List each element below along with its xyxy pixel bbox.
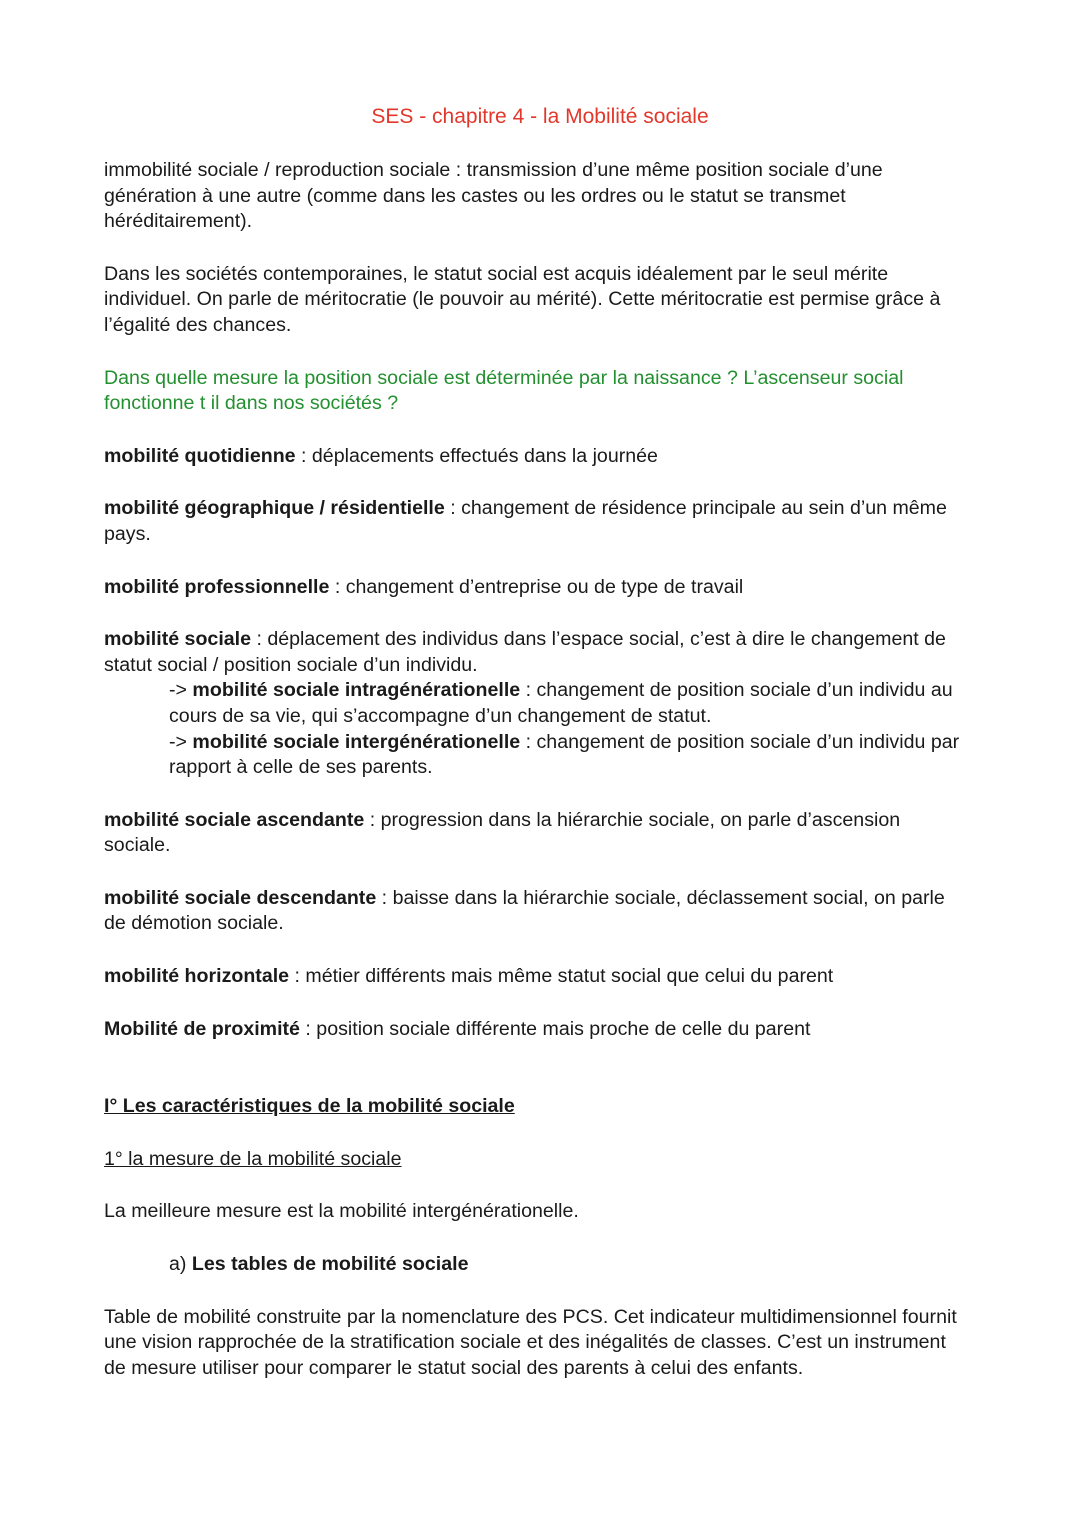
def-sociale: : déplacement des individus dans l’espace social, c’est à dire le changement de statut social / position sociale d’un individu. — [104, 628, 946, 676]
subsection-a-heading — [104, 1252, 964, 1278]
term-professionnelle: mobilité professionnelle — [104, 575, 330, 598]
def-horizontale: : métier différents mais même statut social que celui du parent — [289, 965, 834, 988]
definition-ascendante — [104, 808, 964, 859]
definition-intragenerationelle — [104, 678, 964, 729]
definition-geographique — [104, 496, 964, 547]
definition-quotidienne — [104, 444, 964, 470]
subsection-a-text: Table de mobilité construite par la nomenclature des PCS. Cet indicateur multidimensionnel fournit une vision rapprochée de la stratification sociale et des inégalités de classes. C’est un instrument de mesure utiliser pour comparer le statut social des parents à celui des enfants. — [104, 1305, 957, 1379]
term-horizontale: mobilité horizontale — [104, 965, 290, 988]
meritocratie-paragraph: Dans les sociétés contemporaines, le statut social est acquis idéalement par le seul mérite individuel. On parle de méritocratie (le pouvoir au mérité). Cette méritocratie est permise grâce à l’égalité des chances. — [104, 262, 941, 336]
subsection-a-title: Les tables de mobilité sociale — [191, 1253, 469, 1276]
definition-horizontale — [104, 964, 964, 990]
subsection-a-prefix: a) — [169, 1253, 192, 1276]
arrow-inter: -> — [169, 730, 193, 753]
term-sociale: mobilité sociale — [104, 628, 252, 651]
definition-proximite — [104, 1017, 964, 1043]
definition-intergenerationelle — [104, 730, 964, 781]
document-body — [104, 158, 964, 1381]
definition-descendante — [104, 886, 964, 937]
def-descendante: : baisse dans la hiérarchie sociale, déclassement social, on parle de démotion sociale. — [104, 886, 945, 935]
arrow-intra: -> — [169, 679, 193, 702]
term-intra: mobilité sociale intragénérationelle — [192, 679, 521, 702]
def-professionnelle: : changement d’entreprise ou de type de travail — [329, 575, 744, 598]
def-intra: : changement de position sociale d’un individu au cours de sa vie, qui s’accompagne d’un changement de statut. — [169, 679, 953, 727]
definition-professionnelle — [104, 575, 964, 601]
def-inter: : changement de position sociale d’un individu par rapport à celle de ses parents. — [169, 730, 960, 779]
term-quotidienne: mobilité quotidienne — [104, 444, 296, 467]
page-title: SES - chapitre 4 - la Mobilité sociale — [371, 105, 709, 128]
def-ascendante: : progression dans la hiérarchie sociale, on parle d’ascension sociale. — [104, 808, 901, 857]
immobilite-paragraph: immobilité sociale / reproduction sociale : transmission d’une même position sociale d’une génération à une autre (comme dans les castes ou les ordres ou le statut se transmet héréditairement). — [104, 159, 883, 233]
problematique-question: Dans quelle mesure la position sociale est déterminée par la naissance ? L’ascenseur social fonctionne t il dans nos sociétés ? — [104, 366, 904, 415]
definition-sociale — [104, 627, 964, 678]
def-proximite: : position sociale différente mais proche de celle du parent — [299, 1017, 811, 1040]
section-heading: I° Les caractéristiques de la mobilité sociale — [104, 1095, 515, 1118]
def-quotidienne: : déplacements effectués dans la journée — [295, 444, 658, 467]
term-geographique: mobilité géographique / résidentielle — [104, 497, 445, 520]
term-inter: mobilité sociale intergénérationelle — [192, 730, 521, 753]
def-geographique: : changement de résidence principale au sein d’un même pays. — [104, 497, 947, 545]
term-ascendante: mobilité sociale ascendante — [104, 808, 365, 831]
subsection-text: La meilleure mesure est la mobilité intergénérationelle. — [104, 1200, 579, 1223]
subsection-heading: 1° la mesure de la mobilité sociale — [104, 1147, 402, 1170]
term-descendante: mobilité sociale descendante — [104, 886, 377, 909]
term-proximite: Mobilité de proximité — [104, 1017, 300, 1040]
